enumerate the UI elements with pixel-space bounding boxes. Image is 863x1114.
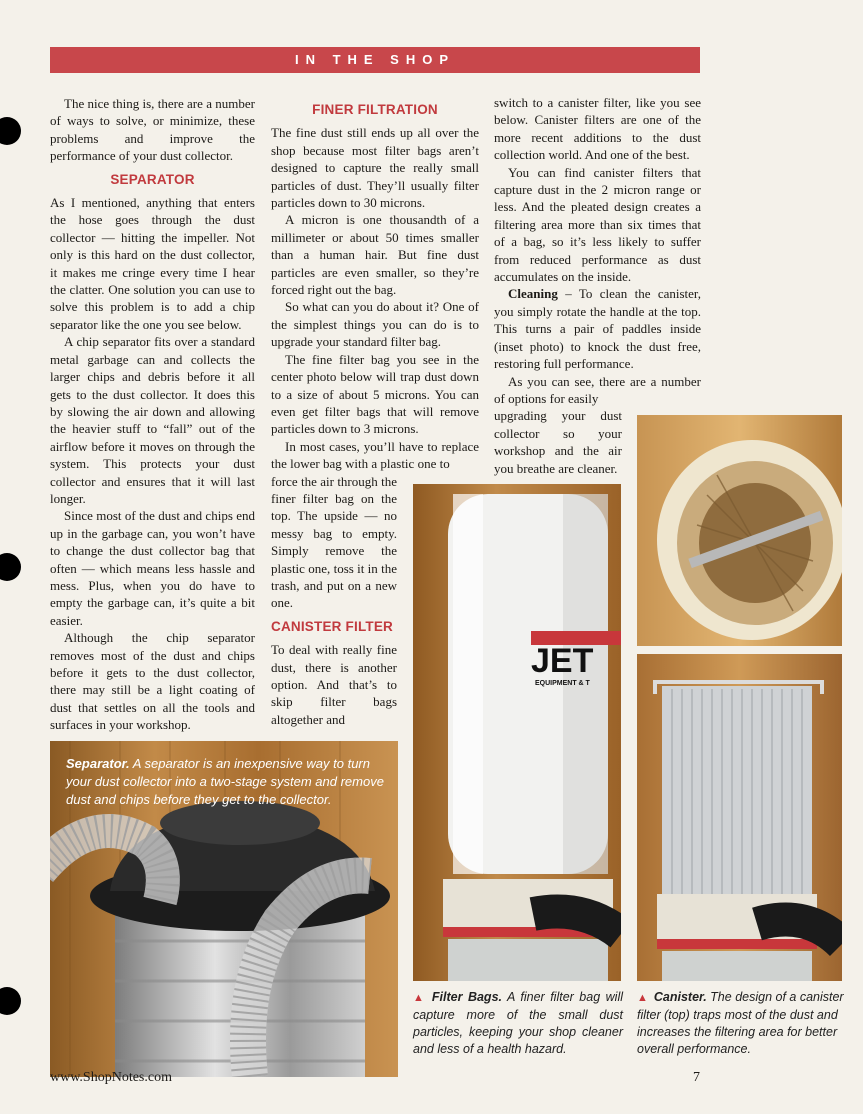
column-1 <box>50 95 255 734</box>
triangle-icon: ▲ <box>637 992 648 1004</box>
canister-illustration <box>637 654 842 981</box>
cleaning-lead: Cleaning <box>508 286 558 302</box>
paragraph: So what can you do about it? One of the simplest things you can do is to upgrade your standard filter bag. <box>271 299 479 350</box>
heading-separator: SEPARATOR <box>110 171 195 187</box>
separator-photo <box>50 741 398 1077</box>
paragraph: A chip separator fits over a standard metal garbage can and collects the larger chips and debris before it all gets to the dust collector. It does this by slowing the air down and allowing the heavier stuff to “fall” out of the airflow before it moves on through the system. This protects your dust collector and ensures that it will last longer. <box>50 334 255 506</box>
triangle-icon: ▲ <box>413 992 426 1004</box>
jet-subtitle: EQUIPMENT & T <box>535 680 590 687</box>
caption-title: Canister. <box>653 990 707 1004</box>
caption-text: A separator is an inexpensive way to turn your dust collector into a two-stage system and remove dust and chips before they get to the collector. <box>66 756 384 807</box>
jet-logo: JET <box>531 642 594 680</box>
caption-text: A finer filter bag will capture more of the small dust particles, keeping your shop cleaner and less of a health hazard. <box>413 990 623 1056</box>
caption-title: Separator. <box>66 756 130 771</box>
separator-caption <box>66 755 384 809</box>
heading-finer-filtration: FINER FILTRATION <box>312 102 438 117</box>
paragraph: The fine filter bag you see in the center photo below will trap dust down to a size of about 5 microns. You can even get filter bags that will remove particles down to 3 microns. <box>271 351 479 437</box>
paragraph: You can find canister filters that capture dust in the 2 micron range or less. And the pleated design creates a filtering area more than six times that of a bag, so it’s less likely to suffer from reduced performance as dust accumulates on the inside. <box>494 164 701 285</box>
paragraph: switch to a canister filter, like you see below. Canister filters are one of the more recent additions to the dust collection world. And one of the best. <box>494 95 701 163</box>
paragraph: To deal with really fine dust, there is another option. And that’s to skip filter bags altogether and <box>271 642 397 727</box>
paragraph: force the air through the finer filter bag on the top. The upside — no messy bag to empty. Simply remove the plastic one, toss it in the trash, and put on a new one. <box>271 473 397 611</box>
paragraph: Since most of the dust and chips end up in the garbage can, you won’t have to change the dust collector bag that often — which means less hassle and mess. Plus, when you do have to empty the garbage can, it’s quite a bit easier. <box>50 508 255 628</box>
paragraph: As I mentioned, anything that enters the hose goes through the dust collector — hitting the impeller. Not only is this hard on the dust collector, it makes me cringe every time I hear the clatter. One solution you can use to solve this problem is to add a chip separator like the one you see below. <box>50 195 255 332</box>
paragraph: The nice thing is, there are a number of ways to solve, or minimize, these problems and improve the performance of your dust collector. <box>50 96 255 164</box>
footer-url: www.ShopNotes.com <box>50 1070 172 1085</box>
paragraph: Although the chip separator removes most of the dust and chips before it gets to the dust collector, there may still be a light coating of dust that settles on all the tools and surfaces in your workshop. <box>50 630 255 733</box>
section-banner: IN THE SHOP <box>50 47 700 73</box>
paragraph: – To clean the canister, you simply rotate the handle at the top. This turns a pair of paddles inside (inset photo) to knock the dust free, restoring full performance. <box>494 286 701 372</box>
canister-inset-illustration <box>637 415 842 646</box>
binder-hole <box>0 117 21 145</box>
binder-hole <box>0 987 21 1015</box>
paragraph: upgrading your dust collector so your workshop and the air you breathe are cleaner. <box>494 408 622 476</box>
caption-title: Filter Bags. <box>431 990 502 1004</box>
paragraph: As you can see, there are a number of options for easily <box>494 373 701 406</box>
paragraph: The fine dust still ends up all over the shop because most filter bags aren’t designed to capture the really small particles of dust. They’ll usually filter particles down to 30 microns. <box>271 125 479 211</box>
caption-text: The design of a canister filter (top) traps most of the dust and increases the filtering area for better overall performance. <box>637 990 844 1056</box>
filter-bag-photo <box>413 484 621 981</box>
paragraph: In most cases, you’ll have to replace the lower bag with a plastic one to <box>271 438 479 472</box>
page-number: 7 <box>693 1070 700 1085</box>
heading-canister-filter: CANISTER FILTER <box>271 618 393 634</box>
filter-bags-caption <box>413 989 623 1058</box>
canister-caption <box>637 989 845 1058</box>
filter-bag-illustration <box>413 484 621 981</box>
canister-inset-photo <box>637 415 842 646</box>
canister-photo <box>637 654 842 981</box>
binder-hole <box>0 553 21 581</box>
paragraph: A micron is one thousandth of a millimeter or about 50 times smaller than a human hair. But fine dust particles are even smaller, so they’re forced right out the bag. <box>271 212 479 298</box>
